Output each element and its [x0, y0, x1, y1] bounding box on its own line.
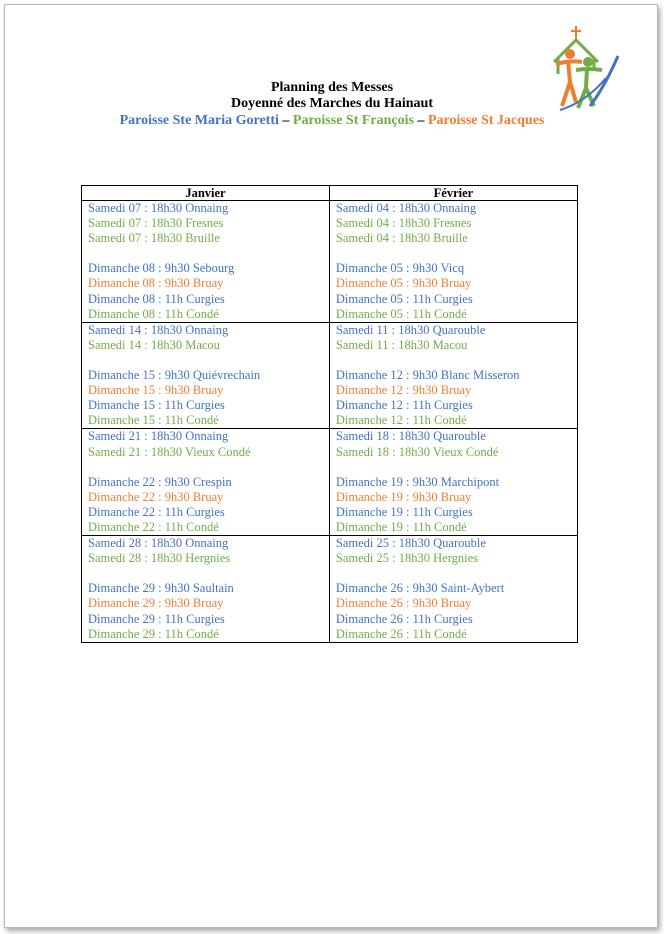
saturday-mass-entry: Samedi 28 : 18h30 Onnaing [88, 536, 229, 551]
table-header-row [82, 186, 578, 201]
sunday-mass-entry: Dimanche 29 : 11h Curgies [88, 611, 225, 626]
schedule-cell-jan [82, 201, 330, 323]
saturday-mass-entry: Samedi 07 : 18h30 Onnaing [88, 201, 229, 215]
sunday-mass-entry: Dimanche 22 : 9h30 Bruay [88, 489, 224, 504]
sunday-mass-entry: Dimanche 19 : 11h Condé [335, 519, 467, 534]
parish-separator: – [278, 113, 293, 128]
spacer [336, 460, 577, 475]
column-header-february: Février [329, 186, 577, 201]
schedule-cell-feb [329, 201, 577, 323]
sunday-mass-entry: Dimanche 29 : 9h30 Saultain [88, 581, 234, 596]
sunday-mass-entry: Dimanche 19 : 11h Curgies [335, 504, 473, 519]
spacer [88, 353, 329, 368]
saturday-mass-entry: Samedi 07 : 18h30 Fresnes [88, 216, 224, 231]
spacer [88, 566, 329, 581]
sunday-mass-entry: Dimanche 22 : 11h Curgies [88, 504, 225, 519]
sunday-mass-entry: Dimanche 19 : 9h30 Bruay [335, 489, 472, 504]
saturday-mass-entry: Samedi 25 : 18h30 Hergnies [335, 551, 479, 566]
spacer [336, 246, 577, 261]
sunday-mass-entry: Dimanche 12 : 9h30 Bruay [335, 383, 472, 398]
schedule-cell-jan [82, 429, 330, 536]
saturday-mass-entry: Samedi 18 : 18h30 Quarouble [335, 429, 486, 444]
sunday-mass-entry: Dimanche 15 : 9h30 Bruay [88, 383, 224, 398]
spacer [336, 353, 577, 368]
parish-ste-maria-goretti: Paroisse Ste Maria Goretti [119, 113, 279, 128]
saturday-mass-entry: Samedi 04 : 18h30 Onnaing [335, 201, 477, 215]
saturday-mass-entry: Samedi 25 : 18h30 Quarouble [335, 536, 486, 551]
saturday-mass-entry: Samedi 07 : 18h30 Bruille [88, 231, 220, 246]
saturday-mass-entry: Samedi 14 : 18h30 Macou [88, 337, 220, 352]
saturday-mass-entry: Samedi 21 : 18h30 Vieux Condé [88, 444, 251, 459]
sunday-mass-entry: Dimanche 15 : 11h Curgies [88, 398, 225, 413]
saturday-mass-entry: Samedi 04 : 18h30 Bruille [335, 231, 468, 246]
sunday-mass-entry: Dimanche 15 : 11h Condé [88, 413, 219, 428]
sunday-mass-entry: Dimanche 08 : 9h30 Bruay [88, 276, 224, 291]
sunday-mass-entry: Dimanche 26 : 11h Condé [335, 626, 467, 641]
spacer [88, 460, 329, 475]
saturday-mass-entry: Samedi 18 : 18h30 Vieux Condé [335, 444, 499, 459]
parish-st-jacques: Paroisse St Jacques [427, 113, 545, 128]
schedule-cell-feb [329, 322, 577, 429]
parish-separator: – [413, 113, 428, 128]
sunday-mass-entry: Dimanche 08 : 11h Condé [88, 306, 219, 321]
sunday-mass-entry: Dimanche 22 : 9h30 Crespin [88, 474, 232, 489]
table-row [82, 322, 578, 429]
page-subtitle: Doyenné des Marches du Hainaut [231, 96, 433, 111]
schedule-body [82, 201, 578, 643]
parish-list [0, 112, 664, 129]
sunday-mass-entry: Dimanche 26 : 11h Curgies [335, 611, 473, 626]
saturday-mass-entry: Samedi 21 : 18h30 Onnaing [88, 429, 229, 444]
sunday-mass-entry: Dimanche 19 : 9h30 Marchipont [335, 474, 500, 489]
sunday-mass-entry: Dimanche 15 : 9h30 Quiévrechain [88, 368, 261, 383]
saturday-mass-entry: Samedi 11 : 18h30 Macou [335, 337, 468, 352]
sunday-mass-entry: Dimanche 22 : 11h Condé [88, 519, 219, 534]
schedule-cell-feb [329, 536, 577, 643]
column-header-january: Janvier [82, 186, 330, 201]
sunday-mass-entry: Dimanche 05 : 9h30 Vicq [335, 261, 465, 276]
sunday-mass-entry: Dimanche 29 : 11h Condé [88, 626, 219, 641]
sunday-mass-entry: Dimanche 26 : 9h30 Saint-Aybert [335, 581, 505, 596]
sunday-mass-entry: Dimanche 29 : 9h30 Bruay [88, 596, 224, 611]
table-row [82, 429, 578, 536]
table-row [82, 536, 578, 643]
mass-schedule-table [81, 185, 578, 643]
sunday-mass-entry: Dimanche 05 : 11h Curgies [335, 291, 473, 306]
sunday-mass-entry: Dimanche 08 : 11h Curgies [88, 291, 225, 306]
document-header [0, 80, 664, 129]
schedule-cell-jan [82, 536, 330, 643]
table-row [82, 201, 578, 323]
saturday-mass-entry: Samedi 14 : 18h30 Onnaing [88, 322, 229, 337]
page-title: Planning des Messes [270, 80, 394, 95]
spacer [88, 246, 329, 261]
sunday-mass-entry: Dimanche 12 : 11h Condé [335, 413, 467, 428]
sunday-mass-entry: Dimanche 05 : 9h30 Bruay [335, 276, 472, 291]
saturday-mass-entry: Samedi 04 : 18h30 Fresnes [335, 216, 472, 231]
sunday-mass-entry: Dimanche 12 : 9h30 Blanc Misseron [335, 368, 520, 383]
schedule-cell-jan [82, 322, 330, 429]
sunday-mass-entry: Dimanche 12 : 11h Curgies [335, 398, 473, 413]
schedule-cell-feb [329, 429, 577, 536]
sunday-mass-entry: Dimanche 08 : 9h30 Sebourg [88, 261, 235, 276]
parish-st-francois: Paroisse St François [292, 113, 414, 128]
sunday-mass-entry: Dimanche 05 : 11h Condé [335, 306, 467, 321]
saturday-mass-entry: Samedi 28 : 18h30 Hergnies [88, 551, 231, 566]
spacer [336, 566, 577, 581]
saturday-mass-entry: Samedi 11 : 18h30 Quarouble [335, 322, 486, 337]
sunday-mass-entry: Dimanche 26 : 9h30 Bruay [335, 596, 472, 611]
